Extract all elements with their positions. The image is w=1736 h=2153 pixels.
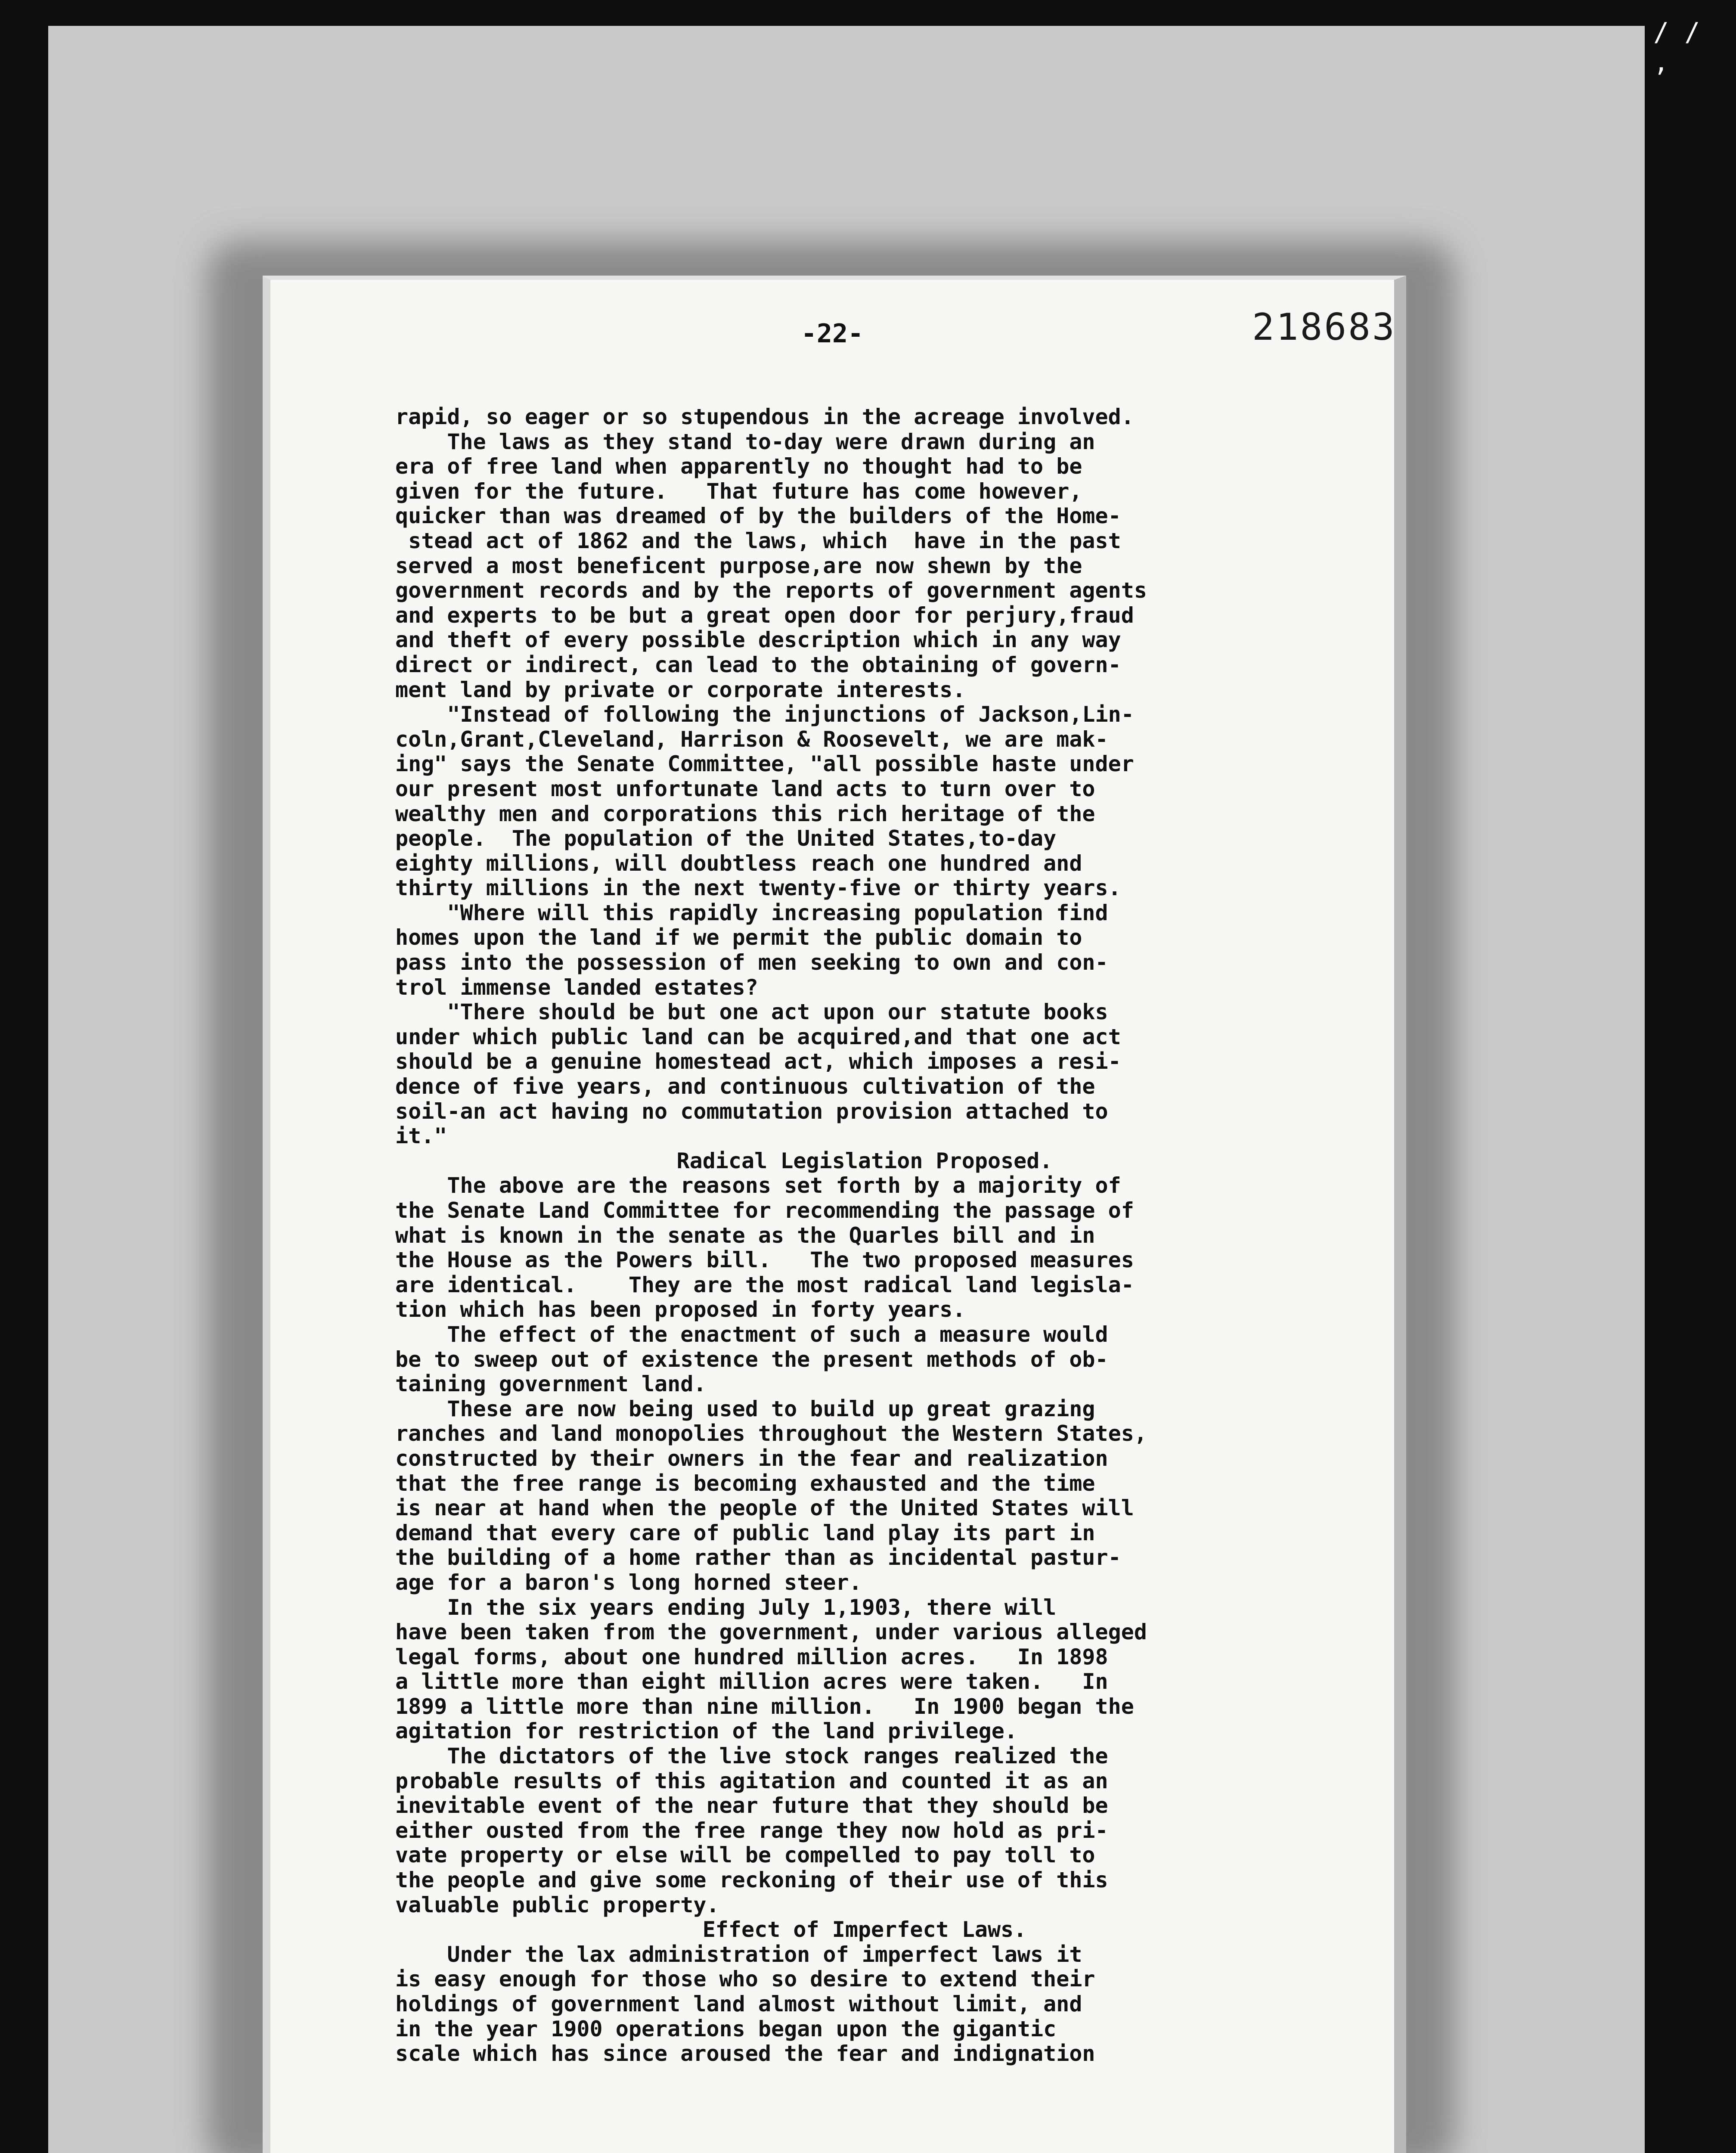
text-line: are identical. They are the most radical land legisla-: [395, 1272, 1134, 1297]
text-line: ing" says the Senate Committee, "all possible haste under: [395, 751, 1134, 777]
text-line: is easy enough for those who so desire to extend their: [395, 1967, 1095, 1992]
text-line: a little more than eight million acres were taken. In: [395, 1669, 1108, 1694]
text-line: pass into the possession of men seeking to own and con-: [395, 950, 1108, 975]
text-line: rapid, so eager or so stupendous in the acreage involved.: [395, 404, 1134, 429]
text-line: In the six years ending July 1,1903, there will: [395, 1595, 1057, 1620]
text-line: eighty millions, will doubtless reach one hundred and: [395, 850, 1082, 876]
text-line: vate property or else will be compelled to pay toll to: [395, 1843, 1095, 1868]
text-line: wealthy men and corporations this rich heritage of the: [395, 801, 1095, 826]
corner-mark: / / ,: [1653, 17, 1700, 78]
text-line: ranches and land monopolies throughout the Western States,: [395, 1421, 1147, 1446]
text-line: The laws as they stand to-day were drawn during an: [395, 429, 1095, 454]
text-line: scale which has since aroused the fear and indignation: [395, 2041, 1095, 2066]
text-line: probable results of this agitation and counted it as an: [395, 1768, 1108, 1793]
text-line: the Senate Land Committee for recommending the passage of: [395, 1198, 1134, 1223]
text-line: These are now being used to build up great grazing: [395, 1396, 1095, 1421]
page-number: -22-: [801, 319, 864, 349]
text-line: agitation for restriction of the land privilege.: [395, 1719, 1017, 1744]
text-line: served a most beneficent purpose,are now shewn by the: [395, 553, 1082, 578]
text-line: what is known in the senate as the Quarles bill and in: [395, 1222, 1095, 1248]
text-line: taining government land.: [395, 1371, 707, 1397]
text-line: age for a baron's long horned steer.: [395, 1570, 862, 1595]
text-line: valuable public property.: [395, 1892, 719, 1917]
text-line: stead act of 1862 and the laws, which have in the past: [395, 528, 1121, 553]
section-imperfect-laws: [395, 1942, 1282, 2066]
text-line: in the year 1900 operations began upon the gigantic: [395, 2016, 1057, 2041]
text-line: direct or indirect, can lead to the obtaining of govern-: [395, 652, 1121, 677]
text-line: The above are the reasons set forth by a majority of: [395, 1173, 1121, 1198]
text-line: thirty millions in the next twenty-five or thirty years.: [395, 875, 1121, 901]
text-line: should be a genuine homestead act, which imposes a resi-: [395, 1049, 1121, 1074]
text-line: the House as the Powers bill. The two proposed measures: [395, 1247, 1134, 1273]
section-heading-radical-legislation: Radical Legislation Proposed.: [676, 1148, 1053, 1173]
text-line: The effect of the enactment of such a measure would: [395, 1322, 1108, 1347]
text-line: be to sweep out of existence the present methods of ob-: [395, 1346, 1108, 1372]
text-line: era of free land when apparently no thought had to be: [395, 454, 1082, 479]
text-line: The dictators of the live stock ranges realized the: [395, 1743, 1108, 1769]
text-line: inevitable event of the near future that they should be: [395, 1793, 1108, 1818]
text-line: government records and by the reports of government agents: [395, 578, 1147, 603]
text-line: ment land by private or corporate interests.: [395, 677, 966, 702]
section-radical-legislation: [395, 1173, 1282, 1917]
section-heading-imperfect-laws: Effect of Imperfect Laws.: [702, 1917, 1027, 1942]
text-line: tion which has been proposed in forty years.: [395, 1297, 966, 1322]
text-line: soil-an act having no commutation provision attached to: [395, 1098, 1108, 1124]
text-line: legal forms, about one hundred million acres. In 1898: [395, 1644, 1108, 1669]
text-line: "There should be but one act upon our statute books: [395, 999, 1108, 1025]
text-line: the building of a home rather than as incidental pastur-: [395, 1545, 1121, 1570]
text-line: our present most unfortunate land acts to turn over to: [395, 776, 1095, 801]
text-line: dence of five years, and continuous cultivation of the: [395, 1074, 1095, 1099]
text-line: the people and give some reckoning of their use of this: [395, 1868, 1108, 1893]
text-line: is near at hand when the people of the United States will: [395, 1495, 1134, 1521]
text-line: given for the future. That future has come however,: [395, 478, 1082, 504]
text-line: constructed by their owners in the fear and realization: [395, 1446, 1108, 1471]
text-line: have been taken from the government, under various alleged: [395, 1619, 1147, 1645]
text-line: under which public land can be acquired,and that one act: [395, 1024, 1121, 1049]
text-line: demand that every care of public land play its part in: [395, 1520, 1095, 1545]
document-page: [263, 276, 1406, 2153]
text-line: "Where will this rapidly increasing population find: [395, 900, 1108, 925]
opening-paragraphs: [395, 405, 1282, 1149]
text-line: quicker than was dreamed of by the builders of the Home-: [395, 503, 1121, 529]
body-text: [395, 405, 1282, 2066]
text-line: "Instead of following the injunctions of Jackson,Lin-: [395, 702, 1134, 727]
text-line: that the free range is becoming exhausted and the time: [395, 1470, 1095, 1496]
text-line: holdings of government land almost without limit, and: [395, 1992, 1082, 2016]
text-line: trol immense landed estates?: [395, 974, 758, 1000]
text-line: Under the lax administration of imperfect laws it: [395, 1942, 1082, 1967]
document-id: 218683: [1252, 306, 1396, 349]
text-line: people. The population of the United States,to-day: [395, 826, 1057, 851]
text-line: coln,Grant,Cleveland, Harrison & Roosevelt, we are mak-: [395, 726, 1108, 752]
text-line: and experts to be but a great open door for perjury,fraud: [395, 602, 1134, 628]
text-line: 1899 a little more than nine million. In 1900 began the: [395, 1694, 1134, 1719]
text-line: and theft of every possible description which in any way: [395, 627, 1121, 653]
text-line: it.": [395, 1123, 447, 1149]
text-line: homes upon the land if we permit the public domain to: [395, 925, 1082, 950]
text-line: either ousted from the free range they now hold as pri-: [395, 1818, 1108, 1843]
